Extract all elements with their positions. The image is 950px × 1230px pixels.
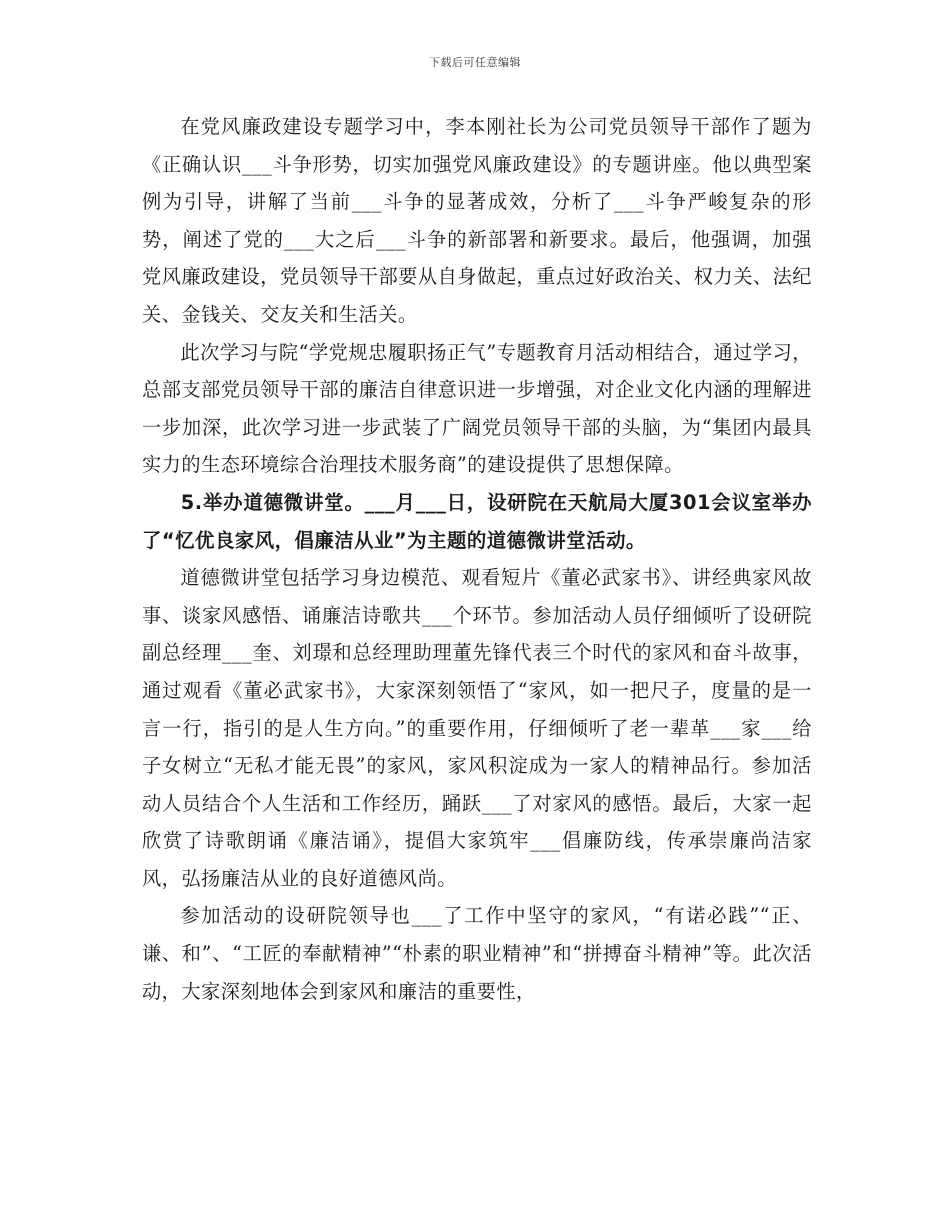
paragraph-leaders-share: 参加活动的设研院领导也___了工作中坚守的家风，“有诺必践”“正、谦、和”、“工匠的奉献精神”“朴素的职业精神”和“拼搏奋斗精神”等。此次活动，大家深刻地体会到家风和廉洁的重要性， xyxy=(142,904,812,1003)
paragraph-lecture: 在党风廉政建设专题学习中，李本刚社长为公司党员领导干部作了题为《正确认识___斗争形势，切实加强党风廉政建设》的专题讲座。他以典型案例为引导，讲解了当前___斗争的显著成效，分析了___斗争严峻复杂的形势，阐述了党的___大之后___斗争的新部署和新要求。最后，他强调，加强党风廉政建设，党员领导干部要从自身做起，重点过好政治关、权力关、法纪关、金钱关、交友关和生活关。 xyxy=(142,115,812,326)
paragraph-section-heading: 5.举办道德微讲堂。___月___日，设研院在天航局大厦301会议室举办了“忆优良家风，倡廉洁从业”为主题的道德微讲堂活动。 xyxy=(142,490,812,552)
paragraph-micro-lecture: 道德微讲堂包括学习身边模范、观看短片《董必武家书》、讲经典家风故事、谈家风感悟、诵廉洁诗歌共___个环节。参加活动人员仔细倾听了设研院副总经理___奎、刘璟和总经理助理董先锋代表三个时代的家风和奋斗故事，通过观看《董必武家书》，大家深刻领悟了“家风，如一把尺子，度量的是一言一行，指引的是人生方向。”的重要作用，仔细倾听了老一辈革___家___给子女树立“无私才能无畏”的家风，家风积淀成为一家人的精神品行。参加活动人员结合个人生活和工作经历，踊跃___了对家风的感悟。最后，大家一起欣赏了诗歌朗诵《廉洁诵》，提倡大家筑牢___倡廉防线，传承崇廉尚洁家风，弘扬廉洁从业的良好道德风尚。 xyxy=(142,566,812,890)
paragraph-study-outcome: 此次学习与院“学党规忠履职扬正气”专题教育月活动相结合，通过学习，总部支部党员领导干部的廉洁自律意识进一步增强，对企业文化内涵的理解进一步加深，此次学习进一步武装了广阔党员领导干部的头脑，为“集团内最具实力的生态环境综合治理技术服务商”的建设提供了思想保障。 xyxy=(142,340,812,477)
document-body xyxy=(142,108,812,1010)
header-note: 下载后可任意编辑 xyxy=(429,56,521,69)
